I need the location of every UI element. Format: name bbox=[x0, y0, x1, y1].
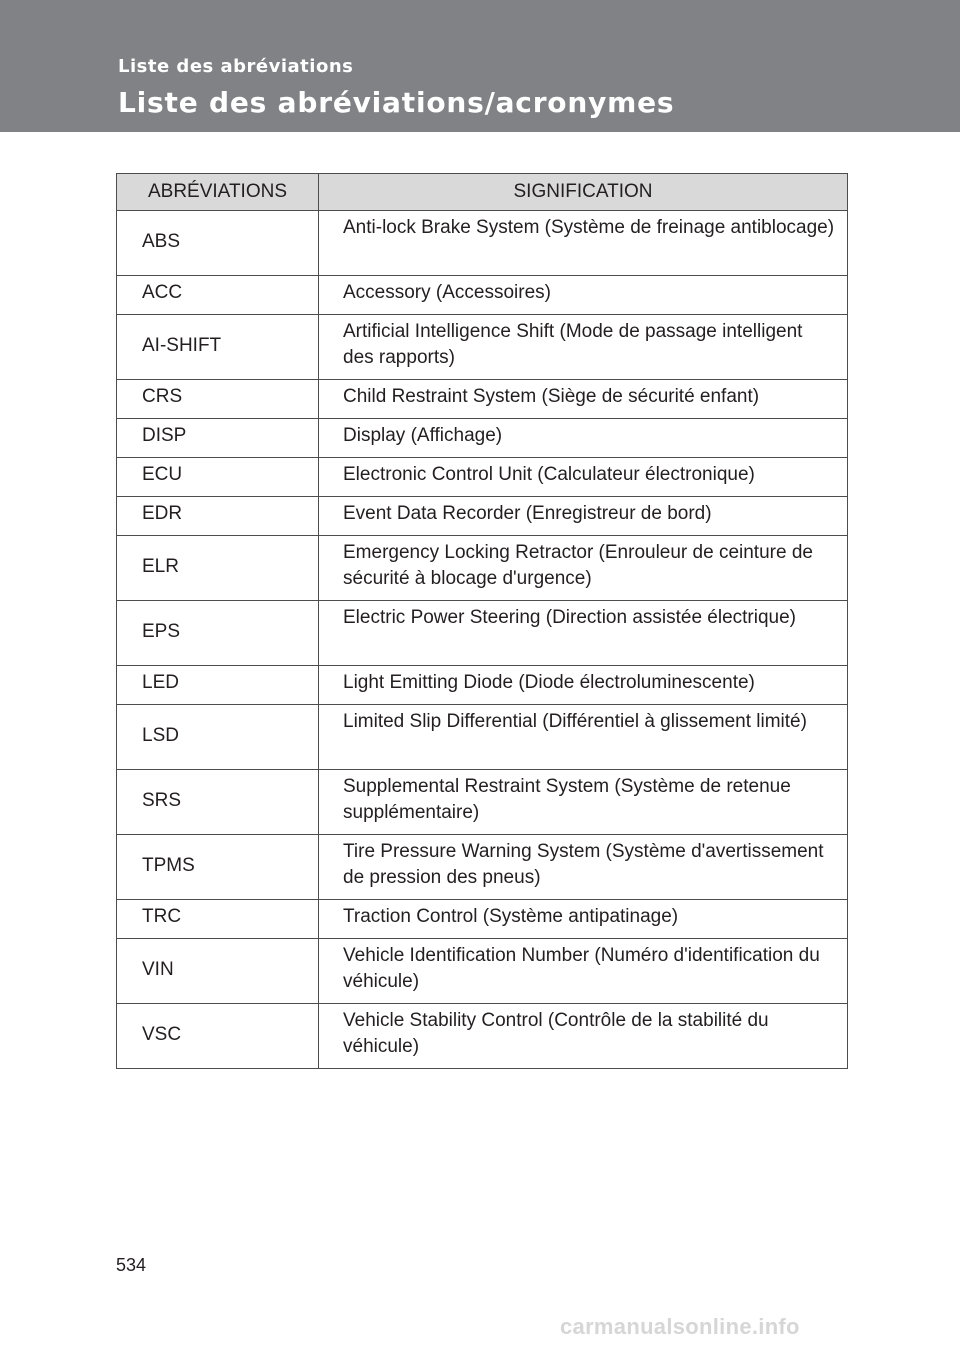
table-header-row bbox=[117, 174, 848, 211]
table-row bbox=[117, 900, 848, 939]
page-heading: Liste des abréviations/acronymes bbox=[118, 86, 675, 119]
table-row bbox=[117, 1004, 848, 1069]
table-row bbox=[117, 315, 848, 380]
abbreviation-cell: DISP bbox=[117, 419, 319, 458]
abbreviation-cell: ACC bbox=[117, 276, 319, 315]
signification-cell: Anti-lock Brake System (Système de freinage antiblocage) bbox=[319, 211, 848, 276]
abbreviation-cell: CRS bbox=[117, 380, 319, 419]
signification-cell: Accessory (Accessoires) bbox=[319, 276, 848, 315]
abbreviation-cell: LED bbox=[117, 666, 319, 705]
abbreviation-cell: LSD bbox=[117, 705, 319, 770]
signification-cell: Artificial Intelligence Shift (Mode de passage intelligent des rapports) bbox=[319, 315, 848, 380]
abbreviation-cell: ABS bbox=[117, 211, 319, 276]
signification-cell: Emergency Locking Retractor (Enrouleur de ceinture de sécurité à blocage d'urgence) bbox=[319, 536, 848, 601]
signification-cell: Child Restraint System (Siège de sécurité enfant) bbox=[319, 380, 848, 419]
table-row bbox=[117, 419, 848, 458]
page-header bbox=[0, 0, 960, 132]
abbreviation-cell: ELR bbox=[117, 536, 319, 601]
signification-cell: Limited Slip Differential (Différentiel à glissement limité) bbox=[319, 705, 848, 770]
signification-cell: Electronic Control Unit (Calculateur électronique) bbox=[319, 458, 848, 497]
watermark: carmanualsonline.info bbox=[560, 1314, 800, 1339]
table-row bbox=[117, 211, 848, 276]
page-number: 534 bbox=[116, 1255, 147, 1275]
column-header-signification: SIGNIFICATION bbox=[319, 174, 848, 211]
signification-cell: Supplemental Restraint System (Système de retenue supplémentaire) bbox=[319, 770, 848, 835]
table-row bbox=[117, 666, 848, 705]
abbreviation-cell: VIN bbox=[117, 939, 319, 1004]
table-row bbox=[117, 939, 848, 1004]
abbreviation-cell: TRC bbox=[117, 900, 319, 939]
signification-cell: Vehicle Stability Control (Contrôle de la stabilité du véhicule) bbox=[319, 1004, 848, 1069]
signification-cell: Display (Affichage) bbox=[319, 419, 848, 458]
signification-cell: Light Emitting Diode (Diode électroluminescente) bbox=[319, 666, 848, 705]
abbreviations-table bbox=[116, 173, 848, 1069]
table-row bbox=[117, 770, 848, 835]
table-row bbox=[117, 497, 848, 536]
column-header-abbreviations: ABRÉVIATIONS bbox=[117, 174, 319, 211]
abbreviation-cell: EPS bbox=[117, 601, 319, 666]
abbreviation-cell: TPMS bbox=[117, 835, 319, 900]
signification-cell: Event Data Recorder (Enregistreur de bord) bbox=[319, 497, 848, 536]
table-row bbox=[117, 835, 848, 900]
abbreviation-cell: ECU bbox=[117, 458, 319, 497]
table-body bbox=[117, 211, 848, 1069]
abbreviation-cell: SRS bbox=[117, 770, 319, 835]
table-row bbox=[117, 705, 848, 770]
abbreviation-cell: VSC bbox=[117, 1004, 319, 1069]
section-title: Liste des abréviations bbox=[118, 56, 354, 77]
abbreviation-cell: EDR bbox=[117, 497, 319, 536]
signification-cell: Vehicle Identification Number (Numéro d'identification du véhicule) bbox=[319, 939, 848, 1004]
signification-cell: Electric Power Steering (Direction assistée électrique) bbox=[319, 601, 848, 666]
table-row bbox=[117, 380, 848, 419]
table-row bbox=[117, 536, 848, 601]
table-row bbox=[117, 601, 848, 666]
signification-cell: Traction Control (Système antipatinage) bbox=[319, 900, 848, 939]
table-row bbox=[117, 458, 848, 497]
table-row bbox=[117, 276, 848, 315]
signification-cell: Tire Pressure Warning System (Système d'avertissement de pression des pneus) bbox=[319, 835, 848, 900]
abbreviation-cell: AI-SHIFT bbox=[117, 315, 319, 380]
